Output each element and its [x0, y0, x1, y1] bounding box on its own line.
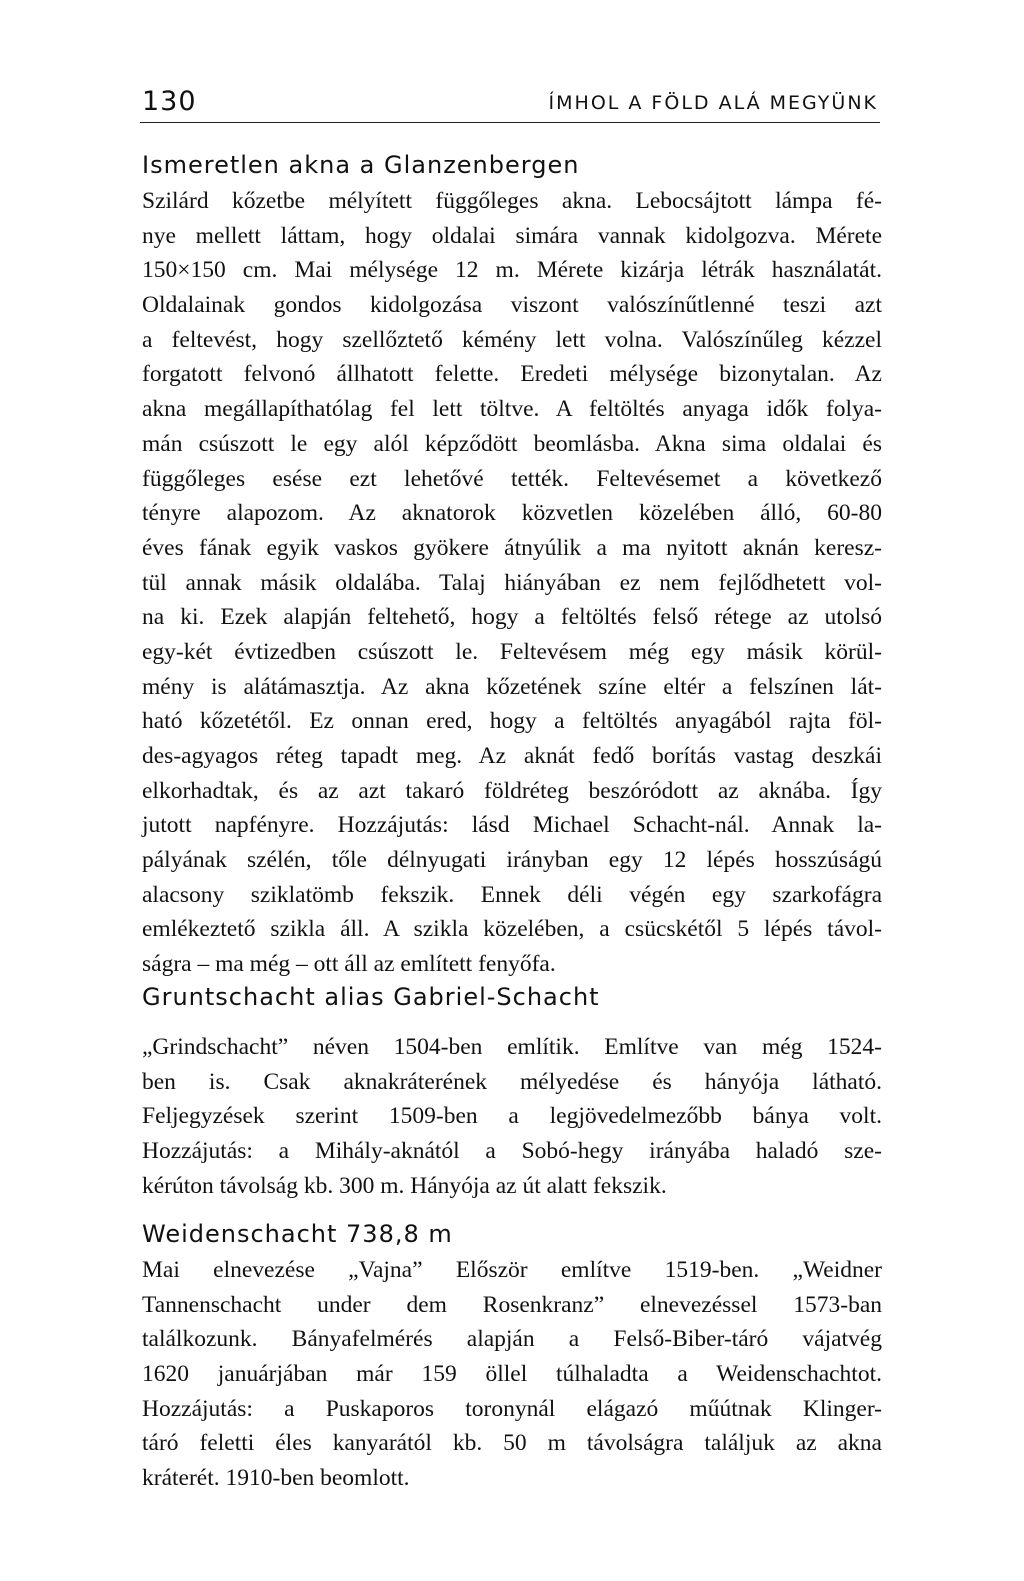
body-line: Hozzájutás: a Mihály-aknától a Sobó-hegy irányába haladó sze- [142, 1138, 882, 1165]
body-line: mán csúszott le egy alól képződött beomlásba. Akna sima oldalai és [142, 430, 882, 457]
body-line: mény is alátámasztja. Az akna kőzetének színe eltér a felszínen lát- [142, 673, 882, 700]
page-header [140, 84, 880, 123]
body-line: találkozunk. Bányafelmérés alapján a Felső-Biber-táró vájatvég [142, 1326, 882, 1353]
body-line: a feltevést, hogy szellőztető kémény lett volna. Valószínűleg kézzel [142, 326, 882, 353]
running-title: ÍMHOL A FÖLD ALÁ MEGYÜNK [548, 92, 878, 114]
body-line: táró feletti éles kanyarától kb. 50 m távolságra találjuk az akna [142, 1430, 882, 1457]
body-line: kráterét. 1910-ben beomlott. [142, 1465, 410, 1492]
body-line: kérúton távolság kb. 300 m. Hányója az út alatt fekszik. [142, 1172, 667, 1199]
body-line: Mai elnevezése „Vajna” Először említve 1519-ben. „Weidner [142, 1257, 882, 1283]
body-line: Szilárd kőzetbe mélyített függőleges akna. Lebocsájtott lámpa fé- [142, 188, 882, 214]
body-line: Hozzájutás: a Puskaporos toronynál elágazó műútnak Klinger- [142, 1395, 882, 1422]
body-line: „Grindschacht” néven 1504-ben említik. Említve van még 1524- [142, 1034, 882, 1060]
body-line: Tannenschacht under dem Rosenkranz” elnevezéssel 1573-ban [142, 1291, 882, 1318]
body-line: 150×150 cm. Mai mélysége 12 m. Mérete kizárja létrák használatát. [142, 257, 882, 284]
body-line: 1620 januárjában már 159 öllel túlhaladta a Weidenschachtot. [142, 1361, 882, 1388]
section-body-weidenschacht [142, 1253, 882, 1496]
body-line: akna megállapíthatólag fel lett töltve. A feltöltés anyaga idők folya- [142, 396, 882, 423]
body-line: tül annak másik oldalába. Talaj hiányában ez nem fejlődhetett vol- [142, 569, 882, 596]
body-line: egy-két évtizedben csúszott le. Feltevésem még egy másik körül- [142, 638, 882, 665]
body-line: nye mellett láttam, hogy oldalai simára vannak kidolgozva. Mérete [142, 222, 882, 249]
section-body-glanzenberg [142, 184, 882, 982]
body-line: ben is. Csak aknakráterének mélyedése és hányója látható. [142, 1068, 882, 1095]
page-number: 130 [142, 86, 197, 117]
section-body-gruntschacht [142, 1030, 882, 1203]
body-line: forgatott felvonó állhatott felette. Eredeti mélysége bizonytalan. Az [142, 361, 882, 388]
body-line: függőleges esése ezt lehetővé tették. Feltevésemet a következő [142, 465, 882, 492]
body-line: éves fának egyik vaskos gyökere átnyúlik a ma nyitott aknán keresz- [142, 534, 882, 561]
body-line: na ki. Ezek alapján feltehető, hogy a feltöltés felső rétege az utolsó [142, 604, 882, 631]
body-line: Oldalainak gondos kidolgozása viszont valószínűtlenné teszi azt [142, 292, 882, 319]
body-line: elkorhadtak, és az azt takaró földréteg beszóródott az aknába. Így [142, 777, 882, 804]
body-line: alacsony sziklatömb fekszik. Ennek déli végén egy szarkofágra [142, 881, 882, 908]
body-line: Feljegyzések szerint 1509-ben a legjövedelmezőbb bánya volt. [142, 1103, 882, 1130]
body-line: jutott napfényre. Hozzájutás: lásd Michael Schacht-nál. Annak la- [142, 812, 882, 839]
body-line: ható kőzetétől. Ez onnan ered, hogy a feltöltés anyagából rajta föl- [142, 708, 882, 735]
body-line: emlékeztető szikla áll. A szikla közelében, a csücskétől 5 lépés távol- [142, 916, 882, 943]
body-line: pályának szélén, tőle délnyugati irányban egy 12 lépés hosszúságú [142, 847, 882, 874]
body-line: tényre alapozom. Az aknatorok közvetlen közelében álló, 60-80 [142, 500, 882, 527]
body-line: ságra – ma még – ott áll az említett fenyőfa. [142, 951, 556, 978]
body-line: des-agyagos réteg tapadt meg. Az aknát fedő borítás vastag deszkái [142, 743, 882, 769]
section-heading-glanzenberg: Ismeretlen akna a Glanzenbergen [142, 151, 580, 179]
section-heading-gruntschacht: Gruntschacht alias Gabriel-Schacht [142, 983, 600, 1011]
section-heading-weidenschacht: Weidenschacht 738,8 m [142, 1220, 453, 1248]
